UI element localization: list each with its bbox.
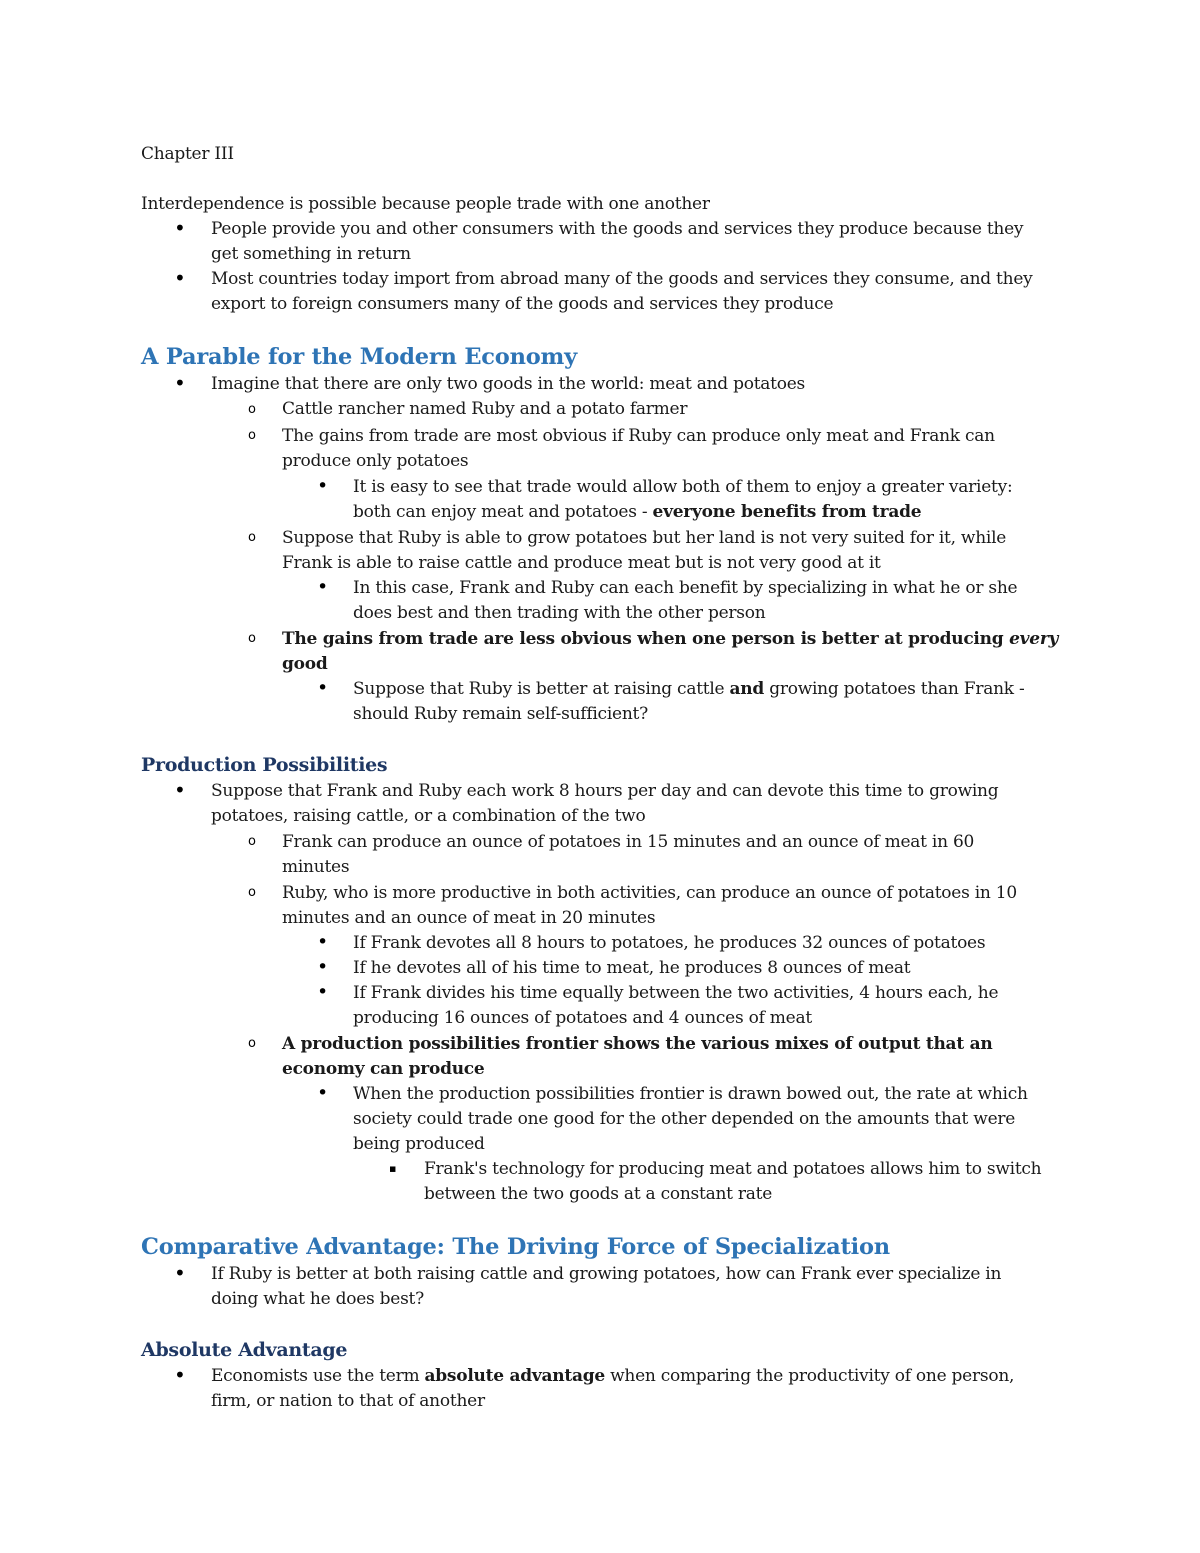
term-absolute-advantage: absolute advantage bbox=[424, 1366, 605, 1386]
section-heading-parable: A Parable for the Modern Economy bbox=[141, 344, 578, 370]
bullet-marker: • bbox=[174, 371, 186, 395]
ca-bullet-1-line-2: doing what he does best? bbox=[211, 1289, 424, 1309]
emphasis-everyone-benefits: everyone benefits from trade bbox=[652, 502, 922, 522]
pp-sub-2-line-1: Ruby, who is more productive in both activities, can produce an ounce of potatoes in 10 bbox=[282, 883, 1017, 903]
pp-detail-1-line-1: Frank's technology for producing meat and potatoes allows him to switch bbox=[424, 1159, 1042, 1179]
circle-marker: o bbox=[248, 428, 256, 443]
pp-sub-1-line-2: minutes bbox=[282, 857, 350, 877]
parable-sub-1: Cattle rancher named Ruby and a potato farmer bbox=[282, 399, 688, 419]
pp-sub-3-line-2: economy can produce bbox=[282, 1059, 485, 1079]
parable-point-3-line-1: Suppose that Ruby is better at raising cattle and growing potatoes than Frank - bbox=[353, 679, 1025, 699]
parable-point-1-line-1: It is easy to see that trade would allow both of them to enjoy a greater variety: bbox=[353, 477, 1013, 497]
bullet-marker: • bbox=[317, 931, 329, 953]
bullet-marker: • bbox=[174, 1261, 186, 1285]
pp-point-2: If he devotes all of his time to meat, he produces 8 ounces of meat bbox=[353, 958, 911, 978]
pp-point-1: If Frank devotes all 8 hours to potatoes, he produces 32 ounces of potatoes bbox=[353, 933, 986, 953]
parable-point-2-line-1: In this case, Frank and Ruby can each benefit by specializing in what he or she bbox=[353, 578, 1018, 598]
parable-sub-4-line-2: good bbox=[282, 654, 328, 674]
pp-point-3-line-1: If Frank divides his time equally between the two activities, 4 hours each, he bbox=[353, 983, 999, 1003]
pp-detail-1-line-2: between the two goods at a constant rate bbox=[424, 1184, 773, 1204]
circle-marker: o bbox=[248, 1036, 256, 1051]
pp-point-4-line-2: society could trade one good for the other depended on the amounts that were bbox=[353, 1109, 1016, 1129]
intro-bullet-2-line-2: export to foreign consumers many of the goods and services they produce bbox=[211, 294, 834, 314]
parable-sub-3-line-1: Suppose that Ruby is able to grow potatoes but her land is not very suited for it, while bbox=[282, 528, 1007, 548]
pp-sub-3-line-1: A production possibilities frontier shows the various mixes of output that an bbox=[282, 1034, 993, 1054]
section-heading-absolute-advantage: Absolute Advantage bbox=[141, 1339, 348, 1361]
parable-sub-2-line-2: produce only potatoes bbox=[282, 451, 469, 471]
intro-bullet-2-line-1: Most countries today import from abroad many of the goods and services they consume, and they bbox=[211, 269, 1033, 289]
parable-point-1-line-2: both can enjoy meat and potatoes - everyone benefits from trade bbox=[353, 502, 922, 522]
bullet-marker: • bbox=[317, 475, 329, 497]
emphasis-and: and bbox=[729, 679, 765, 699]
square-marker: ▪ bbox=[389, 1162, 397, 1175]
section-heading-comparative-advantage: Comparative Advantage: The Driving Force of Specialization bbox=[141, 1234, 890, 1260]
intro-bullet-1-line-1: People provide you and other consumers with the goods and services they produce because they bbox=[211, 219, 1024, 239]
ca-bullet-1-line-1: If Ruby is better at both raising cattle and growing potatoes, how can Frank ever specialize in bbox=[211, 1264, 1002, 1284]
pp-point-4-line-3: being produced bbox=[353, 1134, 485, 1154]
bullet-marker: • bbox=[317, 956, 329, 978]
parable-point-2-line-2: does best and then trading with the other person bbox=[353, 603, 766, 623]
parable-bullet-1: Imagine that there are only two goods in the world: meat and potatoes bbox=[211, 374, 806, 394]
intro-paragraph: Interdependence is possible because people trade with one another bbox=[141, 194, 710, 214]
bullet-marker: • bbox=[174, 266, 186, 290]
bullet-marker: • bbox=[174, 216, 186, 240]
aa-bullet-1-line-2: firm, or nation to that of another bbox=[211, 1391, 485, 1411]
circle-marker: o bbox=[248, 834, 256, 849]
circle-marker: o bbox=[248, 402, 256, 417]
bullet-marker: • bbox=[317, 1082, 329, 1104]
parable-sub-3-line-2: Frank is able to raise cattle and produce meat but is not very good at it bbox=[282, 553, 881, 573]
bullet-marker: • bbox=[174, 778, 186, 802]
intro-bullet-1-line-2: get something in return bbox=[211, 244, 411, 264]
circle-marker: o bbox=[248, 530, 256, 545]
parable-sub-2-line-1: The gains from trade are most obvious if Ruby can produce only meat and Frank can bbox=[282, 426, 995, 446]
pp-point-4-line-1: When the production possibilities frontier is drawn bowed out, the rate at which bbox=[353, 1084, 1028, 1104]
bullet-marker: • bbox=[317, 981, 329, 1003]
emphasis-every: every bbox=[1009, 629, 1059, 649]
pp-sub-2-line-2: minutes and an ounce of meat in 20 minutes bbox=[282, 908, 656, 928]
parable-point-3-line-2: should Ruby remain self-sufficient? bbox=[353, 704, 648, 724]
section-heading-production-possibilities: Production Possibilities bbox=[141, 754, 388, 776]
circle-marker: o bbox=[248, 885, 256, 900]
bullet-marker: • bbox=[174, 1363, 186, 1387]
parable-sub-4-line-1: The gains from trade are less obvious when one person is better at producing every bbox=[282, 629, 1059, 649]
bullet-marker: • bbox=[317, 677, 329, 699]
pp-point-3-line-2: producing 16 ounces of potatoes and 4 ounces of meat bbox=[353, 1008, 812, 1028]
circle-marker: o bbox=[248, 631, 256, 646]
pp-bullet-1-line-1: Suppose that Frank and Ruby each work 8 hours per day and can devote this time to growing bbox=[211, 781, 999, 801]
aa-bullet-1-line-1: Economists use the term absolute advantage when comparing the productivity of one person, bbox=[211, 1366, 1015, 1386]
chapter-title: Chapter III bbox=[141, 144, 234, 164]
pp-sub-1-line-1: Frank can produce an ounce of potatoes in 15 minutes and an ounce of meat in 60 bbox=[282, 832, 975, 852]
bullet-marker: • bbox=[317, 576, 329, 598]
pp-bullet-1-line-2: potatoes, raising cattle, or a combination of the two bbox=[211, 806, 646, 826]
